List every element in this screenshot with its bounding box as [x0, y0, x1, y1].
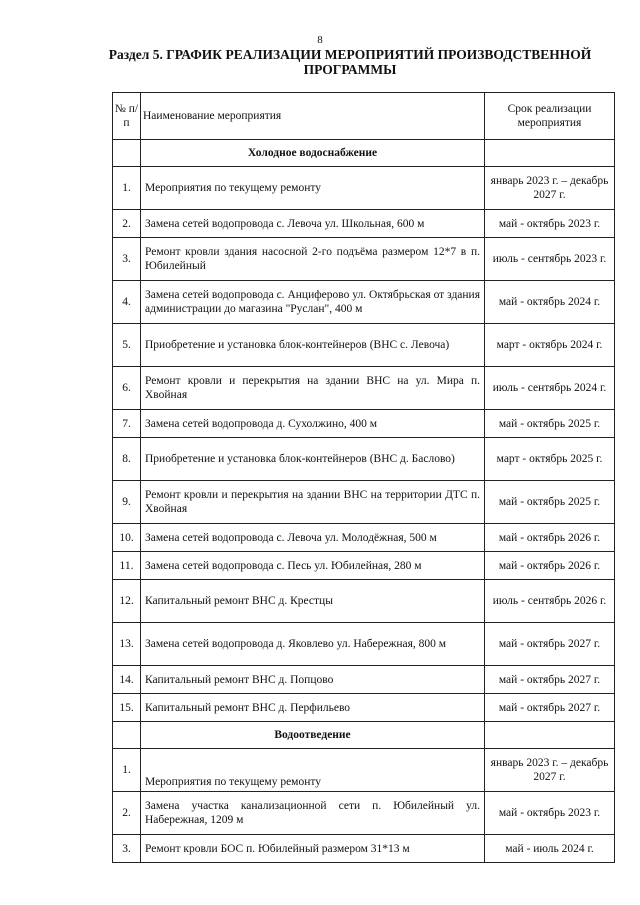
section-title-line-1: Раздел 5. ГРАФИК РЕАЛИЗАЦИИ МЕРОПРИЯТИЙ ПРОИЗВОДСТВЕННОЙ	[108, 47, 592, 62]
section-row-cold-water	[113, 140, 615, 167]
row-name: Замена участка канализационной сети п. Юбилейный ул. Набережная, 1209 м	[141, 792, 485, 835]
table-row	[113, 210, 615, 238]
row-term: июль - сентябрь 2023 г.	[485, 238, 615, 281]
section-heading: Холодное водоснабжение	[141, 140, 485, 167]
row-name: Замена сетей водопровода д. Яковлево ул. Набережная, 800 м	[141, 623, 485, 666]
row-name: Ремонт кровли и перекрытия на здании ВНС на территории ДТС п. Хвойная	[141, 481, 485, 524]
table-row	[113, 281, 615, 324]
row-num: 3.	[113, 238, 141, 281]
table-row	[113, 524, 615, 552]
row-term: март - октябрь 2024 г.	[485, 324, 615, 367]
row-num: 5.	[113, 324, 141, 367]
table-row	[113, 749, 615, 792]
header-name: Наименование мероприятия	[141, 93, 485, 140]
section-title-line-2: ПРОГРАММЫ	[303, 62, 397, 77]
table-row	[113, 238, 615, 281]
row-num: 11.	[113, 552, 141, 580]
row-name: Приобретение и установка блок-контейнеров (ВНС д. Баслово)	[141, 438, 485, 481]
table-row	[113, 324, 615, 367]
page-number: 8	[317, 34, 323, 46]
row-name: Замена сетей водопровода д. Сухолжино, 400 м	[141, 410, 485, 438]
section-row-wastewater	[113, 722, 615, 749]
row-name: Замена сетей водопровода с. Левоча ул. Школьная, 600 м	[141, 210, 485, 238]
row-name: Капитальный ремонт ВНС д. Перфильево	[141, 694, 485, 722]
row-num: 7.	[113, 410, 141, 438]
table-row	[113, 623, 615, 666]
row-term: май - октябрь 2025 г.	[485, 410, 615, 438]
header-num: № п/п	[113, 93, 141, 140]
section-title	[100, 47, 600, 77]
row-name: Ремонт кровли и перекрытия на здании ВНС на ул. Мира п. Хвойная	[141, 367, 485, 410]
table-row	[113, 552, 615, 580]
section-heading: Водоотведение	[141, 722, 485, 749]
row-num: 14.	[113, 666, 141, 694]
row-term: май - октябрь 2024 г.	[485, 281, 615, 324]
row-term: май - июль 2024 г.	[485, 835, 615, 863]
row-num: 2.	[113, 792, 141, 835]
row-num: 15.	[113, 694, 141, 722]
row-num: 4.	[113, 281, 141, 324]
row-num: 2.	[113, 210, 141, 238]
row-num: 1.	[113, 749, 141, 792]
row-num: 10.	[113, 524, 141, 552]
row-term: май - октябрь 2027 г.	[485, 666, 615, 694]
row-name: Капитальный ремонт ВНС д. Крестцы	[141, 580, 485, 623]
table-row	[113, 438, 615, 481]
row-term: март - октябрь 2025 г.	[485, 438, 615, 481]
table-row	[113, 792, 615, 835]
row-term: январь 2023 г. – декабрь 2027 г.	[485, 167, 615, 210]
row-term: январь 2023 г. – декабрь 2027 г.	[485, 749, 615, 792]
row-name: Замена сетей водопровода с. Левоча ул. Молодёжная, 500 м	[141, 524, 485, 552]
row-name: Мероприятия по текущему ремонту	[141, 167, 485, 210]
table-row	[113, 410, 615, 438]
row-num: 12.	[113, 580, 141, 623]
row-name: Мероприятия по текущему ремонту	[141, 749, 485, 792]
row-term: май - октябрь 2023 г.	[485, 792, 615, 835]
row-num: 3.	[113, 835, 141, 863]
row-name: Капитальный ремонт ВНС д. Попцово	[141, 666, 485, 694]
row-term: май - октябрь 2025 г.	[485, 481, 615, 524]
row-num: 8.	[113, 438, 141, 481]
row-name: Замена сетей водопровода с. Анциферово ул. Октябрьская от здания администрации до магазина "Руслан", 400 м	[141, 281, 485, 324]
row-num: 1.	[113, 167, 141, 210]
row-term: май - октябрь 2026 г.	[485, 524, 615, 552]
table-row	[113, 367, 615, 410]
row-term: май - октябрь 2023 г.	[485, 210, 615, 238]
row-name: Приобретение и установка блок-контейнеров (ВНС с. Левоча)	[141, 324, 485, 367]
row-name: Ремонт кровли здания насосной 2-го подъёма размером 12*7 в п. Юбилейный	[141, 238, 485, 281]
table-row	[113, 835, 615, 863]
row-term: июль - сентябрь 2026 г.	[485, 580, 615, 623]
table-row	[113, 481, 615, 524]
table-header-row	[113, 93, 615, 140]
row-name: Замена сетей водопровода с. Песь ул. Юбилейная, 280 м	[141, 552, 485, 580]
schedule-table	[112, 92, 615, 863]
row-num: 6.	[113, 367, 141, 410]
row-term: май - октябрь 2026 г.	[485, 552, 615, 580]
row-num: 9.	[113, 481, 141, 524]
row-term: май - октябрь 2027 г.	[485, 694, 615, 722]
row-name: Ремонт кровли БОС п. Юбилейный размером 31*13 м	[141, 835, 485, 863]
row-num: 13.	[113, 623, 141, 666]
table-row	[113, 694, 615, 722]
table-row	[113, 580, 615, 623]
header-term: Срок реализации мероприятия	[485, 93, 615, 140]
row-term: июль - сентябрь 2024 г.	[485, 367, 615, 410]
table-row	[113, 167, 615, 210]
row-term: май - октябрь 2027 г.	[485, 623, 615, 666]
table-row	[113, 666, 615, 694]
